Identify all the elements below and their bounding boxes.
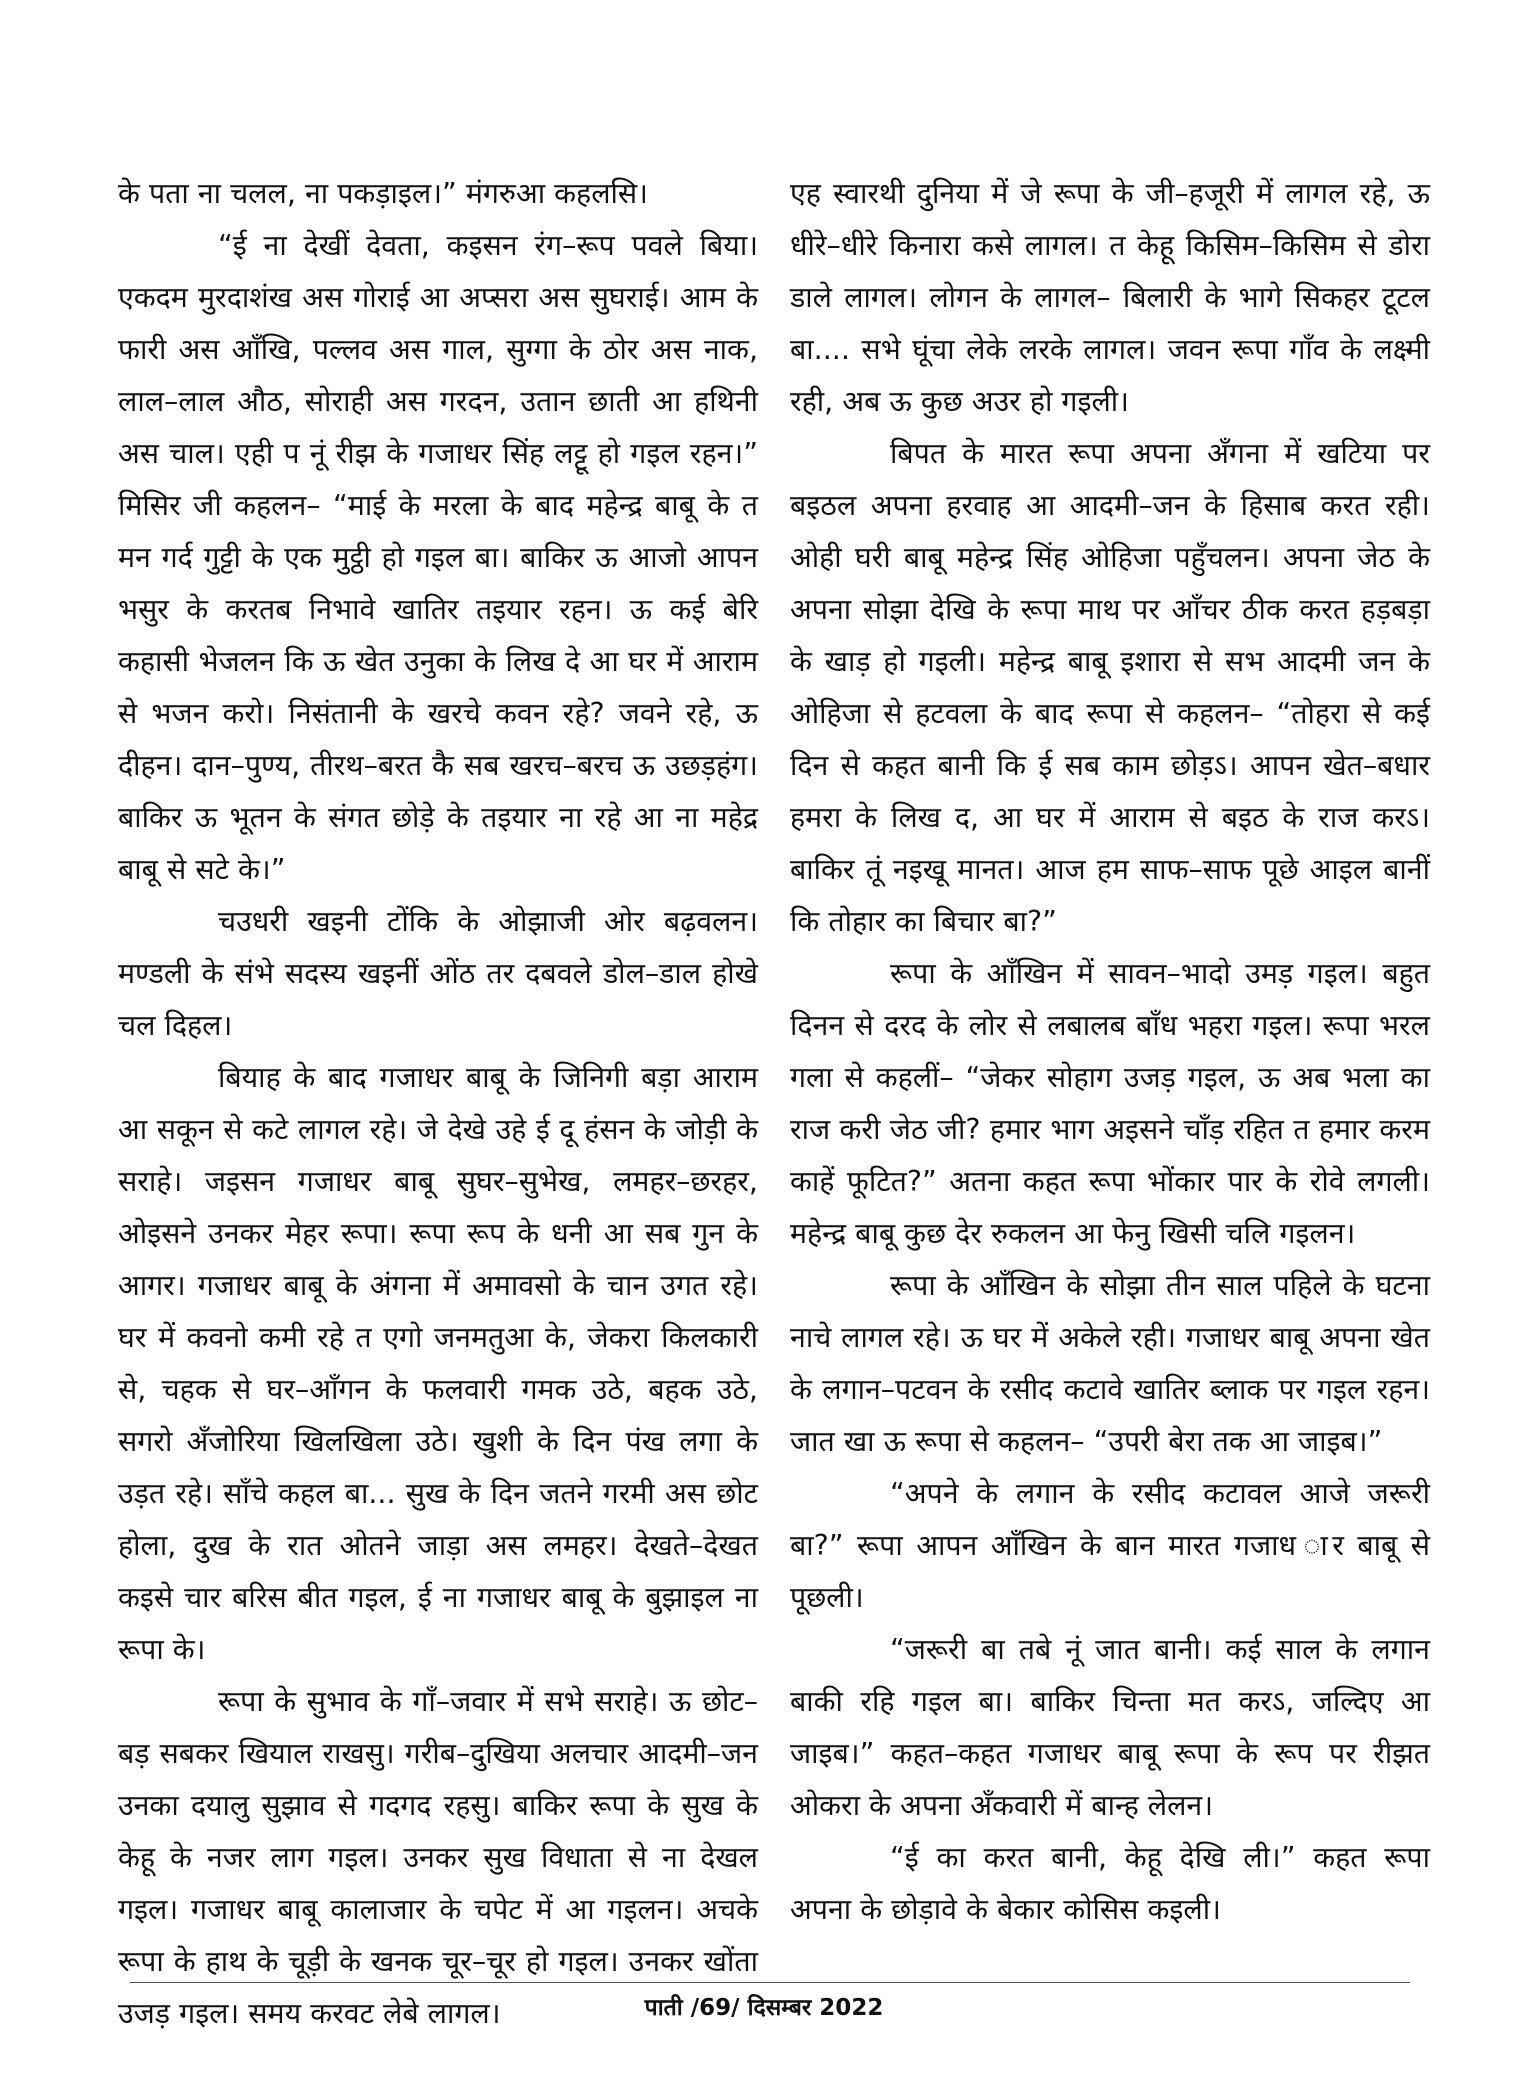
paragraph: चउधरी खइनी टोंकि के ओझाजी ओर बढ़वलन। मण्डली के संभे सदस्य खइनीं ओंठ तर दबवले डोल–डाल होखे चल दिहल। [118, 905, 758, 1042]
footer-divider [130, 1982, 1410, 1983]
paragraph: एह स्वारथी दुनिया में जे रूपा के जी–हजूरी में लागल रहे, ऊ धीरे–धीरे किनारा कसे लागल। त केहू किसिम–किसिम से डोरा डाले लागल। लोगन के लागल– बिलारी के भागे सिकहर टूटल बा.... सभे घूंचा लेके लरके लागल। जवन रूपा गाँव के लक्ष्मी रही, अब ऊ कुछ अउर हो गइली। [790, 177, 1430, 418]
paragraph: के पता ना चलल, ना पकड़ाइल।” मंगरुआ कहलसि। [118, 177, 648, 210]
paragraph: “अपने के लगान के रसीद कटावल आजे जरूरी बा?” रूपा आपन आँखिन के बान मारत गजाध ार बाबू से पूछली। [790, 1477, 1430, 1614]
paragraph: बियाह के बाद गजाधर बाबू के जिनिगी बड़ा आराम आ सकून से कटे लागल रहे। जे देखे उहे ई दू हंसन के जोड़ी के सराहे। जइसन गजाधर बाबू सुघर–सुभेख, लमहर–छरहर, ओइसने उनकर मेहर रूपा। रूपा रूप के धनी आ सब गुन के आगर। गजाधर बाबू के अंगना में अमावसो के चान उगत रहे। घर में कवनो कमी रहे त एगो जनमतुआ के, जेकरा किलकारी से, चहक से घर–आँगन के फलवारी गमक उठे, बहक उठे, सगरो अँजोरिया खिलखिला उठे। खुशी के दिन पंख लगा के उड़त रहे। साँचे कहल बा... सुख के दिन जतने गरमी अस छोट होला, दुख के रात ओतने जाड़ा अस लमहर। देखते–देखत कइसे चार बरिस बीत गइल, ई ना गजाधर बाबू के बुझाइल ना रूपा के। [118, 1061, 758, 1666]
paragraph: “ई ना देखीं देवता, कइसन रंग–रूप पवले बिया। एकदम मुरदाशंख अस गोराई आ अप्सरा अस सुघराई। आम के फारी अस आँखि, पल्लव अस गाल, सुग्गा के ठोर अस नाक, लाल–लाल औठ, सोराही अस गरदन, उतान छाती आ हथिनी अस चाल। एही प नूं रीझ के गजाधर सिंह लट्टू हो गइल रहन।” मिसिर जी कहलन– “माई के मरला के बाद महेन्द्र बाबू के त मन गर्द गुट्टी के एक मुट्ठी हो गइल बा। बाकिर ऊ आजो आपन भसुर के करतब निभावे खातिर तइयार रहन। ऊ कई बेरि कहासी भेजलन कि ऊ खेत उनुका के लिख दे आ घर में आराम से भजन करो। निसंतानी के खरचे कवन रहे? जवने रहे, ऊ दीहन। दान–पुण्य, तीरथ–बरत कै सब खरच–बरच ऊ उछड़हंग। बाकिर ऊ भूतन के संगत छोड़े के तइयार ना रहे आ ना महेद्र बाबू से सटे के।” [118, 229, 758, 886]
page-footer: पाती /69/ दिसम्बर 2022 [644, 1995, 884, 2021]
paragraph: रूपा के सुभाव के गाँ–जवार में सभे सराहे। ऊ छोट–बड़ सबकर खियाल राखसु। गरीब–दुखिया अलचार आदमी–जन उनका दयालु सुझाव से गदगद रहसु। बाकिर रूपा के सुख के केहू के नजर लाग गइल। उनकर सुख विधाता से ना देखल गइल। गजाधर बाबू कालाजार के चपेट में आ गइलन। अचके रूपा के हाथ के चूड़ी के खनक चूर–चूर हो गइल। उनकर खोंता उजड़ गइल। समय करवट लेबे लागल। [118, 1685, 758, 2030]
right-column [790, 168, 1430, 1936]
paragraph: “ई का करत बानी, केहू देखि ली।” कहत रूपा अपना के छोड़ावे के बेकार कोसिस कइली। [790, 1841, 1430, 1926]
paragraph: “जरूरी बा तबे नूं जात बानी। कई साल के लगान बाकी रहि गइल बा। बाकिर चिन्ता मत करऽ, जल्दिए आ जाइब।” कहत–कहत गजाधर बाबू रूपा के रूप पर रीझत ओकरा के अपना अँकवारी में बान्ह लेलन। [790, 1633, 1430, 1822]
paragraph: रूपा के आँखिन में सावन–भादो उमड़ गइल। बहुत दिनन से दरद के लोर से लबालब बाँध भहरा गइल। रूपा भरल गला से कहलीं– “जेकर सोहाग उजड़ गइल, ऊ अब भला का राज करी जेठ जी? हमार भाग अइसने चाँड़ रहित त हमार करम काहें फूटित?” अतना कहत रूपा भोंकार पार के रोवे लगली। महेन्द्र बाबू कुछ देर रुकलन आ फेनु खिसी चलि गइलन। [790, 957, 1430, 1250]
left-column [118, 168, 758, 2040]
paragraph: बिपत के मारत रूपा अपना अँगना में खटिया पर बइठल अपना हरवाह आ आदमी–जन के हिसाब करत रही। ओही घरी बाबू महेन्द्र सिंह ओहिजा पहुँचलन। अपना जेठ के अपना सोझा देखि के रूपा माथ पर आँचर ठीक करत हड़बड़ा के खाड़ हो गइली। महेन्द्र बाबू इशारा से सभ आदमी जन के ओहिजा से हटवला के बाद रूपा से कहलन– “तोहरा से कई दिन से कहत बानी कि ई सब काम छोड़ऽ। आपन खेत–बधार हमरा के लिख द, आ घर में आराम से बइठ के राज करऽ। बाकिर तूं नइखू मानत। आज हम साफ–साफ पूछे आइल बानीं कि तोहार का बिचार बा?” [790, 437, 1430, 938]
paragraph: रूपा के आँखिन के सोझा तीन साल पहिले के घटना नाचे लागल रहे। ऊ घर में अकेले रही। गजाधर बाबू अपना खेत के लगान–पटवन के रसीद कटावे खातिर ब्लाक पर गइल रहन। जात खा ऊ रूपा से कहलन– “उपरी बेरा तक आ जाइब।” [790, 1269, 1430, 1458]
